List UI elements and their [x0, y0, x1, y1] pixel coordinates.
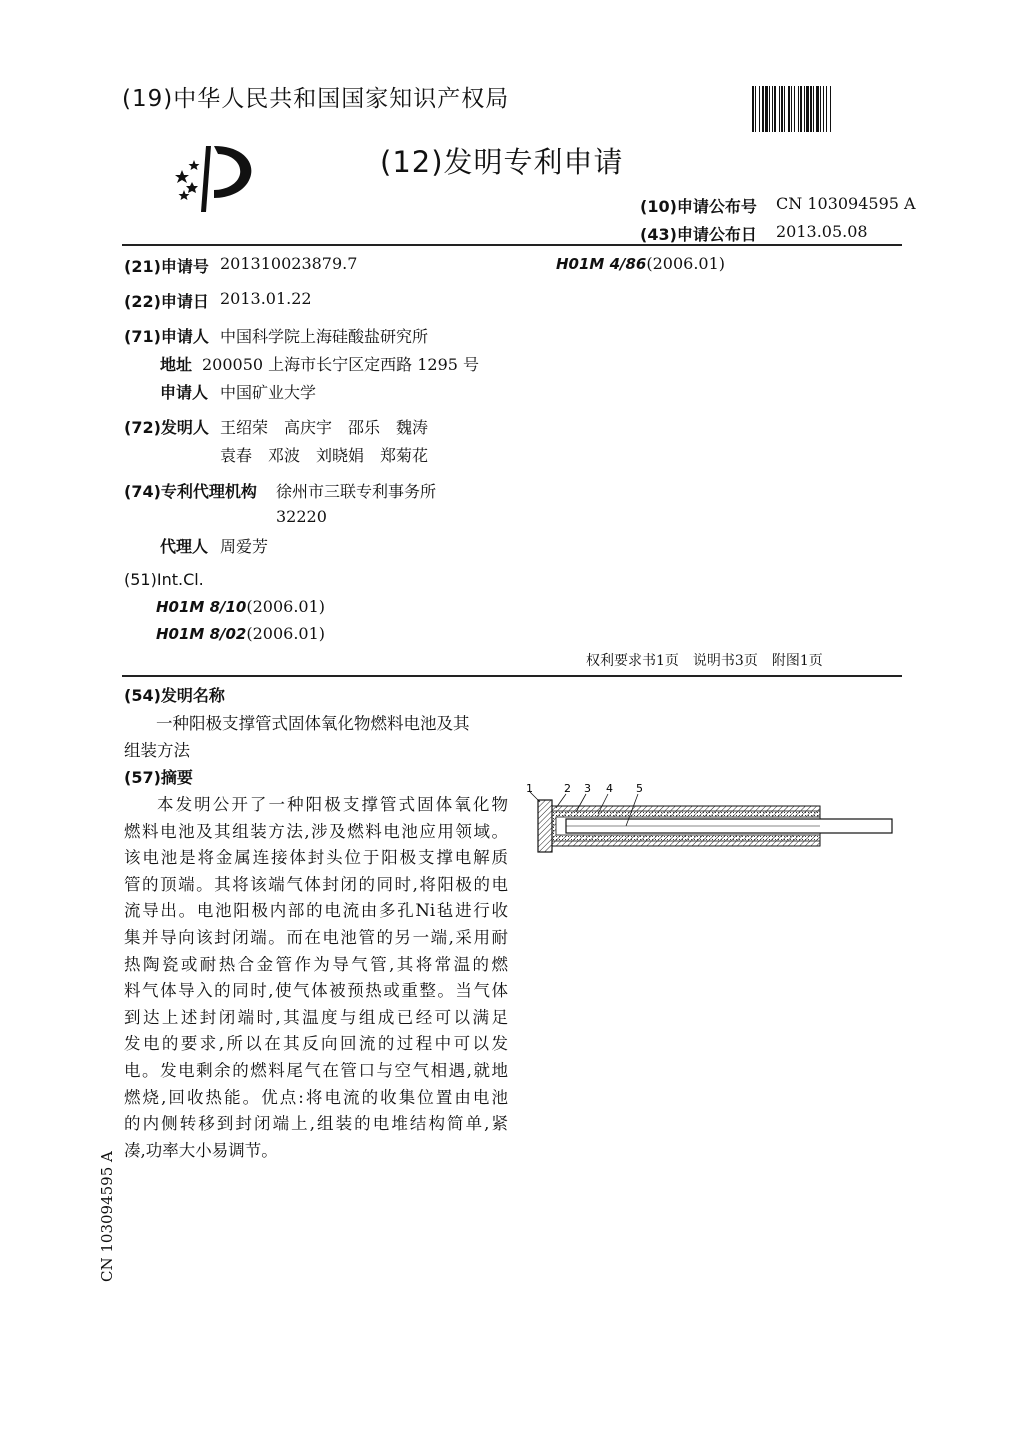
abstract-line: 凑,功率大小易调节。 [124, 1140, 278, 1160]
abstract-line: 燃烧,回收热能。优点:将电流的收集位置由电池 [124, 1087, 508, 1107]
publication-date-label: (43)申请公布日 [640, 225, 757, 244]
barcode-bar [779, 86, 780, 132]
agent-label: 代理人 [160, 537, 209, 556]
int-cl-version: (2006.01) [246, 597, 326, 616]
barcode-bar [791, 86, 792, 132]
title-label: (54)发明名称 [124, 686, 225, 705]
inventors-line-1: 王绍荣 高庆宇 邵乐 魏涛 [220, 418, 429, 437]
barcode-bar [755, 86, 756, 132]
invention-title-line-2: 组装方法 [124, 741, 190, 760]
abstract-line: 管的顶端。其将该端气体封闭的同时,将阳极的电 [124, 874, 508, 894]
agency-code: 32220 [276, 507, 327, 526]
barcode-bar [762, 86, 764, 132]
abstract-text [124, 792, 508, 1164]
publication-number: CN 103094595 A [776, 194, 916, 213]
fuel-cell-figure [522, 778, 902, 860]
abstract-line: 热陶瓷或耐热合金管作为导气管,其将常温的燃 [124, 954, 508, 974]
abstract-line: 本发明公开了一种阳极支撑管式固体氧化物 [157, 795, 508, 814]
int-cl-label: (51)Int.Cl. [124, 570, 204, 589]
int-cl-version: (2006.01) [246, 624, 326, 643]
barcode-bar [794, 86, 795, 132]
biblio-rule [122, 675, 902, 677]
page-counts: 权利要求书1页 说明书3页 附图1页 [586, 653, 823, 669]
int-cl-entry-1 [156, 597, 325, 616]
header-rule [122, 244, 902, 246]
abstract-line: 料气体导入的同时,使气体被预热或重整。当气体 [124, 981, 508, 1001]
barcode-bar [826, 86, 827, 132]
barcode-bar [806, 86, 809, 132]
figure-label-4: 4 [606, 782, 613, 795]
barcode-bar [830, 86, 831, 132]
agency-label: (74)专利代理机构 [124, 482, 257, 501]
abstract-label: (57)摘要 [124, 768, 193, 787]
address: 200050 上海市长宁区定西路 1295 号 [202, 355, 480, 374]
abstract-line: 集并导向该封闭端。而在电池管的另一端,采用耐 [124, 927, 508, 947]
office-name: (19)中华人民共和国国家知识产权局 [122, 86, 510, 112]
publication-date: 2013.05.08 [776, 222, 868, 241]
applicant-label: (71)申请人 [124, 327, 209, 346]
applicant2: 中国矿业大学 [220, 383, 317, 402]
application-date-label: (22)申请日 [124, 292, 209, 311]
int-cl-code: H01M 8/02 [156, 625, 247, 643]
barcode-bar [788, 86, 790, 132]
int-cl-code: H01M 8/10 [156, 598, 247, 616]
barcode-bar [765, 86, 768, 132]
figure-label-3: 3 [584, 782, 591, 795]
barcode-bar [772, 86, 773, 132]
application-number-label: (21)申请号 [124, 257, 209, 276]
application-date: 2013.01.22 [220, 289, 312, 308]
document-type: (12)发明专利申请 [380, 145, 624, 179]
barcode-bar [798, 86, 799, 132]
barcode-bar [774, 86, 776, 132]
application-number: 201310023879.7 [220, 254, 358, 273]
side-publication-number: CN 103094595 A [98, 1151, 116, 1282]
barcode [752, 86, 902, 132]
barcode-bar [810, 86, 812, 132]
figure-label-1: 1 [526, 782, 533, 795]
abstract-line: 燃料电池及其组装方法,涉及燃料电池应用领域。 [124, 821, 508, 841]
inventors-label: (72)发明人 [124, 418, 209, 437]
publication-number-label: (10)申请公布号 [640, 197, 757, 216]
end-cap [538, 800, 552, 852]
main-ipc [556, 254, 725, 273]
barcode-bar [823, 86, 824, 132]
office-logo-icon [170, 140, 260, 216]
main-ipc-version: (2006.01) [646, 254, 726, 273]
barcode-bar [781, 86, 783, 132]
invention-title-line-1: 一种阳极支撑管式固体氧化物燃料电池及其 [156, 714, 470, 733]
barcode-bar [800, 86, 802, 132]
applicant2-label: 申请人 [160, 383, 209, 402]
main-ipc-code: H01M 4/86 [556, 255, 647, 273]
barcode-bar [813, 86, 814, 132]
barcode-bar [759, 86, 760, 132]
address-label: 地址 [160, 355, 193, 374]
figure-label-2: 2 [564, 782, 571, 795]
barcode-bar [784, 86, 785, 132]
agent: 周爱芳 [220, 537, 269, 556]
abstract-line: 流导出。电池阳极内部的电流由多孔Ni毡进行收 [124, 901, 508, 921]
barcode-bar [820, 86, 821, 132]
int-cl-entry-2 [156, 624, 325, 643]
agency: 徐州市三联专利事务所 [276, 482, 437, 501]
barcode-bar [752, 86, 754, 132]
abstract-line: 的内侧转移到封闭端上,组装的电堆结构简单,紧 [124, 1114, 508, 1134]
abstract-line: 电。发电剩余的燃料尾气在管口与空气相遇,就地 [124, 1060, 508, 1080]
abstract-line: 该电池是将金属连接体封头位于阳极支撑电解质 [124, 848, 508, 868]
abstract-line: 发电的要求,所以在其反向回流的过程中可以发 [124, 1034, 508, 1054]
applicant: 中国科学院上海硅酸盐研究所 [220, 327, 429, 346]
barcode-bar [769, 86, 770, 132]
barcode-bar [816, 86, 819, 132]
abstract-line: 到达上述封闭端时,其温度与组成已经可以满足 [124, 1007, 508, 1027]
figure-label-5: 5 [636, 782, 643, 795]
inventors-line-2: 袁春 邓波 刘晓娟 郑菊花 [220, 446, 429, 465]
barcode-bar [804, 86, 805, 132]
